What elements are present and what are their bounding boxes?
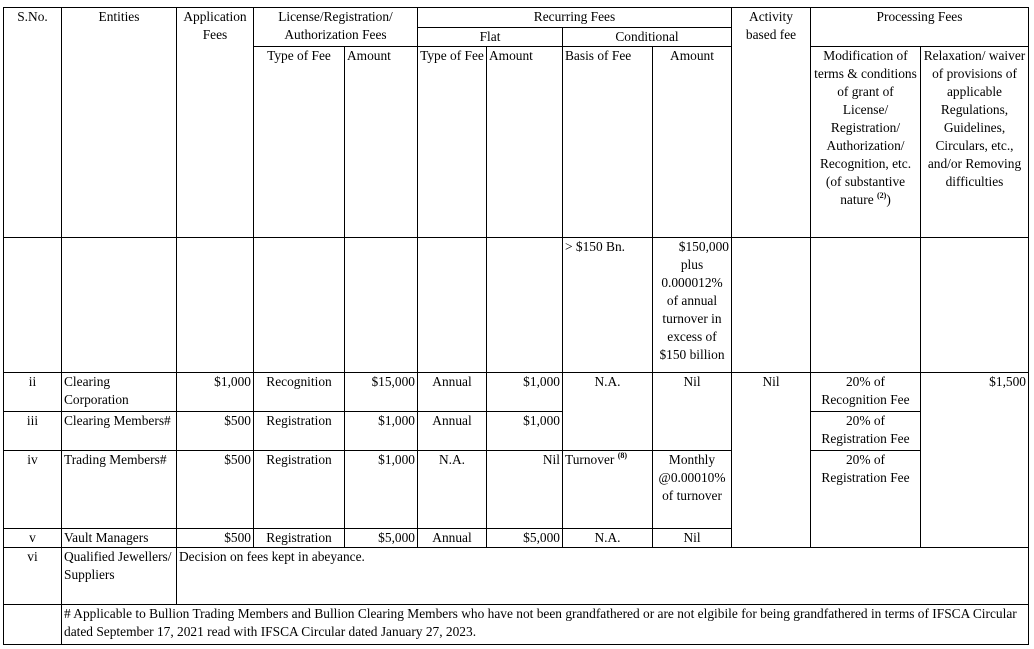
cell-cond-basis	[563, 451, 653, 529]
cell-empty	[177, 238, 254, 373]
cell-modification: 20% of Registration Fee	[811, 412, 921, 451]
cell-flat-amount: $5,000	[487, 529, 563, 548]
cell-license-type: Registration	[254, 412, 345, 451]
cell-cond-amount: Nil	[653, 529, 732, 548]
table-row	[4, 412, 1029, 451]
header-application-fees: Application Fees	[177, 8, 254, 238]
cell-license-amount: $1,000	[345, 451, 418, 529]
footnote-row	[4, 605, 1029, 645]
cell-sno: ii	[4, 373, 62, 412]
cell-sno: v	[4, 529, 62, 548]
cell-flat-amount: $1,000	[487, 373, 563, 412]
cell-entity: Trading Members#	[62, 451, 177, 529]
header-cond-basis: Basis of Fee	[563, 47, 653, 238]
fees-table	[3, 7, 1029, 645]
cell-cond-basis: > $150 Bn.	[563, 238, 653, 373]
cell-empty	[4, 605, 62, 645]
cell-entity: Qualified Jewellers/ Suppliers	[62, 548, 177, 605]
cell-application-fee: $500	[177, 451, 254, 529]
cell-cond-amount	[653, 238, 732, 373]
cell-entity: Clearing Corporation	[62, 373, 177, 412]
cell-sno: vi	[4, 548, 62, 605]
cell-empty	[254, 238, 345, 373]
header-entities: Entities	[62, 8, 177, 238]
header-sno: S.No.	[4, 8, 62, 238]
header-flat-type: Type of Fee	[418, 47, 487, 238]
header-processing-group: Processing Fees	[811, 8, 1029, 47]
header-modification-close: )	[886, 192, 891, 207]
cell-cond-basis: N.A.	[563, 529, 653, 548]
cell-flat-type: Annual	[418, 373, 487, 412]
cell-empty	[487, 238, 563, 373]
cell-relaxation-merged: $1,500	[921, 373, 1029, 548]
cell-empty	[62, 238, 177, 373]
header-row-1	[4, 8, 1029, 28]
cell-cond-amount: Monthly @0.00010% of turnover	[653, 451, 732, 529]
cell-license-type: Recognition	[254, 373, 345, 412]
header-recurring-group: Recurring Fees	[418, 8, 732, 28]
cell-license-type: Registration	[254, 451, 345, 529]
cell-cond-amount-merged: Nil	[653, 373, 732, 451]
cell-flat-amount: $1,000	[487, 412, 563, 451]
header-license-amount: Amount	[345, 47, 418, 238]
header-cond-amount: Amount	[653, 47, 732, 238]
cell-entity: Clearing Members#	[62, 412, 177, 451]
cell-empty	[418, 238, 487, 373]
footnote-text: # Applicable to Bullion Trading Members and Bullion Clearing Members who have not been grandfathered or are not elgibile for being grandfathered in terms of IFSCA Circular dated September 17, 2021 read with IFSCA Circular dated January 27, 2023.	[62, 605, 1029, 645]
cell-application-fee: $1,000	[177, 373, 254, 412]
header-flat: Flat	[418, 28, 563, 47]
cond-basis-text: Turnover	[565, 452, 618, 467]
cell-activity-merged: Nil	[732, 373, 811, 548]
header-license-type: Type of Fee	[254, 47, 345, 238]
cell-empty	[811, 238, 921, 373]
cond-amount-rest: plus 0.000012% of annual turnover in excess of $150 billion	[659, 257, 725, 362]
cell-application-fee: $500	[177, 412, 254, 451]
header-license-group: License/Registration/ Authorization Fees	[254, 8, 418, 47]
cell-flat-type: Annual	[418, 412, 487, 451]
table-row-continuation	[4, 238, 1029, 373]
header-flat-amount: Amount	[487, 47, 563, 238]
cell-cond-basis-merged: N.A.	[563, 373, 653, 451]
cell-entity: Vault Managers	[62, 529, 177, 548]
cell-empty	[732, 238, 811, 373]
table-row	[4, 451, 1029, 529]
cell-license-amount: $15,000	[345, 373, 418, 412]
cell-modification-merged: 20% of Registration Fee	[811, 451, 921, 548]
table-row-vi	[4, 548, 1029, 605]
cell-sno: iv	[4, 451, 62, 529]
cond-amount-base: $150,000	[678, 239, 729, 254]
header-modification	[811, 47, 921, 238]
header-modification-text: Modification of terms & conditions of grant of License/ Registration/ Authorization/ Recognition, etc. (of substantive nature	[814, 48, 917, 207]
header-relaxation: Relaxation/ waiver of provisions of applicable Regulations, Guidelines, Circulars, etc., and/or Removing difficulties	[921, 47, 1029, 238]
cell-flat-type: N.A.	[418, 451, 487, 529]
header-conditional: Conditional	[563, 28, 732, 47]
footnote-ref-8: (8)	[617, 451, 628, 460]
cell-abeyance-note: Decision on fees kept in abeyance.	[177, 548, 1029, 605]
cell-application-fee: $500	[177, 529, 254, 548]
cell-empty	[4, 238, 62, 373]
cell-empty	[921, 238, 1029, 373]
cell-license-amount: $1,000	[345, 412, 418, 451]
cell-license-type: Registration	[254, 529, 345, 548]
cell-flat-amount: Nil	[487, 451, 563, 529]
cell-empty	[345, 238, 418, 373]
header-activity: Activity based fee	[732, 8, 811, 238]
cell-sno: iii	[4, 412, 62, 451]
footnote-ref-2: (2)	[877, 191, 887, 200]
table-row	[4, 373, 1029, 412]
cell-license-amount: $5,000	[345, 529, 418, 548]
cell-modification: 20% of Recognition Fee	[811, 373, 921, 412]
cell-flat-type: Annual	[418, 529, 487, 548]
